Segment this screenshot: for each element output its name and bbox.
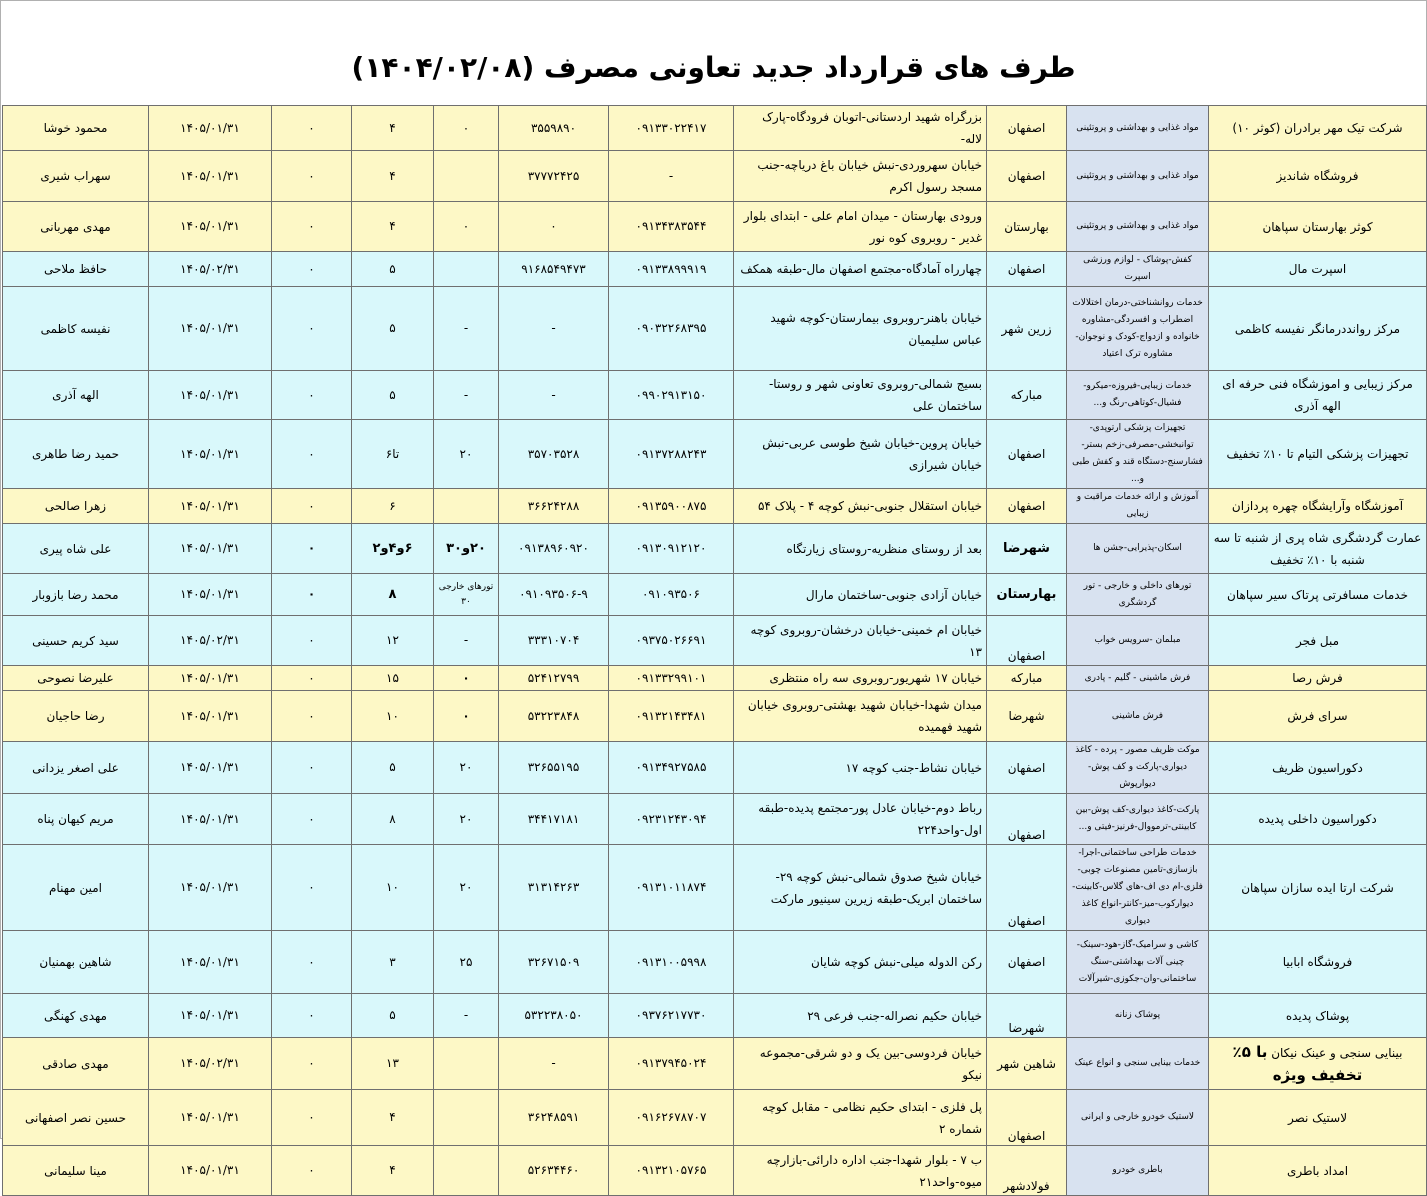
- expiry-cell: ۱۴۰۵/۰۱/۳۱: [149, 1090, 272, 1146]
- category-cell: خدمات طراحی ساختمانی-اجرا-بازسازی-تامین مصنوعات چوبی-فلزی-ام دی اف-های گلاس-کابینت-دیوارکوب-میز-کانتر-انواع کاغذ دیواری: [1067, 845, 1209, 931]
- table-row: [3, 794, 1427, 845]
- phone-cell: -: [499, 287, 609, 371]
- mobile-cell: ۰۹۱۳۰۹۱۲۱۲۰: [609, 524, 734, 574]
- expiry-cell: ۱۴۰۵/۰۱/۳۱: [149, 420, 272, 489]
- contact-cell: رضا حاجیان: [3, 691, 149, 742]
- installments-cell: ۴: [352, 202, 434, 252]
- contact-cell: مهدی مهربانی: [3, 202, 149, 252]
- discount-cell: ۰: [434, 666, 499, 691]
- category-cell: خدمات بینایی سنجی و انواع عینک: [1067, 1038, 1209, 1090]
- phone-cell: ۰۹۱۳۸۹۶۰۹۲۰: [499, 524, 609, 574]
- expiry-cell: ۱۴۰۵/۰۱/۳۱: [149, 574, 272, 616]
- expiry-cell: ۱۴۰۵/۰۱/۳۱: [149, 1146, 272, 1196]
- company-cell: شرکت تیک مهر برادران (کوثر ۱۰): [1209, 106, 1427, 151]
- table-row: [3, 994, 1427, 1038]
- discount-cell: -: [434, 287, 499, 371]
- installments-cell: ۱۵: [352, 666, 434, 691]
- prepay-cell: ۰: [272, 202, 352, 252]
- category-cell: مبلمان -سرویس خواب: [1067, 616, 1209, 666]
- installments-cell: ۴: [352, 1146, 434, 1196]
- category-cell: مواد غذایی و بهداشتی و پروتئینی: [1067, 202, 1209, 252]
- company-cell: شرکت ارتا ایده سازان سپاهان: [1209, 845, 1427, 931]
- company-cell: اسپرت مال: [1209, 252, 1427, 287]
- expiry-cell: ۱۴۰۵/۰۱/۳۱: [149, 742, 272, 794]
- phone-cell: ۵۳۲۲۳۸۰۵۰: [499, 994, 609, 1038]
- address-cell: رکن الدوله میلی-نبش کوچه شایان: [734, 931, 987, 994]
- table-row: [3, 202, 1427, 252]
- mobile-cell: ۰۹۱۳۵۹۰۰۸۷۵: [609, 489, 734, 524]
- category-cell: پارکت-کاغذ دیواری-کف پوش-بین کابینتی-ترمووال-فرنیز-فیتی و...: [1067, 794, 1209, 845]
- contact-cell: علیرضا نصوحی: [3, 666, 149, 691]
- city-cell: بهارستان: [987, 574, 1067, 616]
- prepay-cell: ۰: [272, 524, 352, 574]
- contact-cell: نفیسه کاظمی: [3, 287, 149, 371]
- phone-cell: ۳۱۳۱۴۲۶۳: [499, 845, 609, 931]
- company-cell: مرکز زیبایی و اموزشگاه فنی حرفه ای الهه آذری: [1209, 371, 1427, 420]
- mobile-cell: -: [609, 151, 734, 202]
- address-cell: خیابان آزادی جنوبی-ساختمان مارال: [734, 574, 987, 616]
- mobile-cell: ۰۹۰۳۲۲۶۸۳۹۵: [609, 287, 734, 371]
- discount-cell: ۲۰: [434, 742, 499, 794]
- discount-cell: ۰: [434, 691, 499, 742]
- installments-cell: ۸: [352, 794, 434, 845]
- expiry-cell: ۱۴۰۵/۰۱/۳۱: [149, 524, 272, 574]
- contact-cell: حافظ ملاحی: [3, 252, 149, 287]
- phone-cell: ۰۹۱۰۹۳۵۰۶-۹: [499, 574, 609, 616]
- expiry-cell: ۱۴۰۵/۰۱/۳۱: [149, 845, 272, 931]
- prepay-cell: ۰: [272, 1090, 352, 1146]
- company-cell: امداد باطری: [1209, 1146, 1427, 1196]
- prepay-cell: ۰: [272, 151, 352, 202]
- installments-cell: ۱۲: [352, 616, 434, 666]
- table-row: [3, 489, 1427, 524]
- prepay-cell: ۰: [272, 616, 352, 666]
- city-cell: اصفهان: [987, 1090, 1067, 1146]
- category-cell: فرش ماشینی - گلیم - پادری: [1067, 666, 1209, 691]
- contact-cell: علی شاه پیری: [3, 524, 149, 574]
- contact-cell: سید کریم حسینی: [3, 616, 149, 666]
- company-cell: سرای فرش: [1209, 691, 1427, 742]
- page-title: طرف های قرارداد جدید تعاونی مصرف (۱۴۰۴/۰۲/۰۸): [351, 51, 1076, 84]
- prepay-cell: ۰: [272, 287, 352, 371]
- discount-cell: [434, 1146, 499, 1196]
- phone-cell: ۵۳۲۲۳۸۴۸: [499, 691, 609, 742]
- prepay-cell: ۰: [272, 1146, 352, 1196]
- mobile-cell: ۰۹۳۷۵۰۲۶۶۹۱: [609, 616, 734, 666]
- city-cell: شهرضا: [987, 691, 1067, 742]
- installments-cell: ۶: [352, 489, 434, 524]
- phone-cell: ۳۶۲۴۸۵۹۱: [499, 1090, 609, 1146]
- table-row: [3, 931, 1427, 994]
- phone-cell: ۵۲۶۳۴۴۶۰: [499, 1146, 609, 1196]
- phone-cell: ۳۵۵۹۸۹۰: [499, 106, 609, 151]
- address-cell: خیابان فردوسی-بین یک و دو شرقی-مجموعه نیکو: [734, 1038, 987, 1090]
- prepay-cell: ۰: [272, 794, 352, 845]
- city-cell: مبارکه: [987, 371, 1067, 420]
- contact-cell: مینا سلیمانی: [3, 1146, 149, 1196]
- discount-cell: ۰: [434, 202, 499, 252]
- category-cell: باطری خودرو: [1067, 1146, 1209, 1196]
- company-cell: دکوراسیون ظریف: [1209, 742, 1427, 794]
- expiry-cell: ۱۴۰۵/۰۱/۳۱: [149, 994, 272, 1038]
- contact-cell: حمید رضا طاهری: [3, 420, 149, 489]
- table-row: [3, 616, 1427, 666]
- mobile-cell: ۰۹۱۳۴۹۲۷۵۸۵: [609, 742, 734, 794]
- table-row: [3, 252, 1427, 287]
- phone-cell: ۹۱۶۸۵۴۹۴۷۳: [499, 252, 609, 287]
- company-cell: فرش رصا: [1209, 666, 1427, 691]
- discount-cell: تورهای خارجی ۳۰: [434, 574, 499, 616]
- company-cell: [1209, 1038, 1427, 1090]
- prepay-cell: ۰: [272, 574, 352, 616]
- discount-cell: ۲۰: [434, 794, 499, 845]
- category-cell: خدمات زیبایی-فیروزه-میکرو-فشیال-کوتاهی-رنگ و...: [1067, 371, 1209, 420]
- prepay-cell: ۰: [272, 420, 352, 489]
- company-cell: تجهیزات پزشکی التیام تا ۱۰٪ تخفیف: [1209, 420, 1427, 489]
- discount-cell: ۲۰: [434, 420, 499, 489]
- city-cell: بهارستان: [987, 202, 1067, 252]
- category-cell: لاستیک خودرو خارجی و ایرانی: [1067, 1090, 1209, 1146]
- table-row: [3, 287, 1427, 371]
- company-name: بینایی سنجی و عینک نیکان: [1271, 1045, 1403, 1060]
- contact-cell: محمود خوشا: [3, 106, 149, 151]
- category-cell: اسکان-پذیرایی-جشن ها: [1067, 524, 1209, 574]
- phone-cell: ۰: [499, 202, 609, 252]
- table-row: [3, 151, 1427, 202]
- table-row: [3, 742, 1427, 794]
- city-cell: اصفهان: [987, 420, 1067, 489]
- prepay-cell: ۰: [272, 742, 352, 794]
- expiry-cell: ۱۴۰۵/۰۲/۳۱: [149, 252, 272, 287]
- address-cell: خیابان شیخ صدوق شمالی-نبش کوچه ۲۹-ساختمان ابریک-طبقه زیرین سینیور مارکت: [734, 845, 987, 931]
- mobile-cell: ۰۹۱۰۹۳۵۰۶: [609, 574, 734, 616]
- table-row: [3, 420, 1427, 489]
- address-cell: چهارراه آمادگاه-مجتمع اصفهان مال-طبقه همکف: [734, 252, 987, 287]
- installments-cell: ۴: [352, 1090, 434, 1146]
- mobile-cell: ۰۹۱۶۲۶۷۸۷۰۷: [609, 1090, 734, 1146]
- phone-cell: ۳۴۴۱۷۱۸۱: [499, 794, 609, 845]
- phone-cell: ۳۲۶۵۵۱۹۵: [499, 742, 609, 794]
- city-cell: اصفهان: [987, 931, 1067, 994]
- address-cell: خیابان ۱۷ شهریور-روبروی سه راه منتظری: [734, 666, 987, 691]
- mobile-cell: ۰۹۱۳۷۲۸۸۲۴۳: [609, 420, 734, 489]
- company-cell: آموزشگاه وآرایشگاه چهره پردازان: [1209, 489, 1427, 524]
- expiry-cell: ۱۴۰۵/۰۱/۳۱: [149, 931, 272, 994]
- address-cell: خیابان حکیم نصراله-جنب فرعی ۲۹: [734, 994, 987, 1038]
- category-cell: خدمات روانشناختی-درمان اختلالات اضطراب و افسردگی-مشاوره خانواده و ازدواج-کودک و نوجوان-مشاوره ترک اعتیاد: [1067, 287, 1209, 371]
- address-cell: خیابان استقلال جنوبی-نبش کوچه ۴ - پلاک ۵۴: [734, 489, 987, 524]
- installments-cell: ۳: [352, 931, 434, 994]
- address-cell: بزرگراه شهید اردستانی-اتوبان فرودگاه-پارک لاله-: [734, 106, 987, 151]
- table-row: [3, 574, 1427, 616]
- contact-cell: الهه آذری: [3, 371, 149, 420]
- prepay-cell: ۰: [272, 1038, 352, 1090]
- discount-cell: -: [434, 994, 499, 1038]
- installments-cell: ۴: [352, 106, 434, 151]
- discount-cell: [434, 489, 499, 524]
- expiry-cell: ۱۴۰۵/۰۱/۳۱: [149, 202, 272, 252]
- mobile-cell: ۰۹۱۳۴۳۸۳۵۴۴: [609, 202, 734, 252]
- expiry-cell: ۱۴۰۵/۰۱/۳۱: [149, 794, 272, 845]
- installments-cell: ۱۳: [352, 1038, 434, 1090]
- expiry-cell: ۱۴۰۵/۰۱/۳۱: [149, 666, 272, 691]
- installments-cell: ۵: [352, 994, 434, 1038]
- contact-cell: مهدی صادقی: [3, 1038, 149, 1090]
- table-row: [3, 524, 1427, 574]
- expiry-cell: ۱۴۰۵/۰۱/۳۱: [149, 371, 272, 420]
- expiry-cell: ۱۴۰۵/۰۲/۳۱: [149, 1038, 272, 1090]
- category-cell: موکت ظریف مصور - پرده - کاغذ دیواری-پارکت و کف پوش-دیوارپوش: [1067, 742, 1209, 794]
- company-cell: مرکز روانددرمانگر نفیسه کاظمی: [1209, 287, 1427, 371]
- contact-cell: سهراب شیری: [3, 151, 149, 202]
- address-cell: بسیج شمالی-روبروی تعاونی شهر و روستا-ساختمان علی: [734, 371, 987, 420]
- company-cell: خدمات مسافرتی پرتاک سیر سپاهان: [1209, 574, 1427, 616]
- address-cell: ب ۷ - بلوار شهدا-جنب اداره دارائی-بازارچه میوه-واحد۲۱: [734, 1146, 987, 1196]
- company-cell: پوشاک پدیده: [1209, 994, 1427, 1038]
- expiry-cell: ۱۴۰۵/۰۱/۳۱: [149, 151, 272, 202]
- table-row: [3, 1090, 1427, 1146]
- city-cell: فولادشهر: [987, 1146, 1067, 1196]
- category-cell: آموزش و ارائه خدمات مراقبت و زیبایی: [1067, 489, 1209, 524]
- prepay-cell: ۰: [272, 252, 352, 287]
- installments-cell: ۶و۴و۲: [352, 524, 434, 574]
- phone-cell: ۳۳۳۱۰۷۰۴: [499, 616, 609, 666]
- address-cell: بعد از روستای منظریه-روستای زیارتگاه: [734, 524, 987, 574]
- table-row: [3, 845, 1427, 931]
- special-discount-label: با ۵٪ تخفیف ویژه: [1232, 1042, 1363, 1084]
- phone-cell: ۳۲۶۷۱۵۰۹: [499, 931, 609, 994]
- table-row: [3, 371, 1427, 420]
- prepay-cell: ۰: [272, 666, 352, 691]
- installments-cell: ۵: [352, 252, 434, 287]
- installments-cell: ۱۰: [352, 691, 434, 742]
- company-cell: عمارت گردشگری شاه پری از شنبه تا سه شنبه با ۱۰٪ تخفیف: [1209, 524, 1427, 574]
- city-cell: مبارکه: [987, 666, 1067, 691]
- category-cell: کاشی و سرامیک-گاز-هود-سینک-چینی آلات بهداشتی-سنگ ساختمانی-وان-جکوزی-شیرآلات: [1067, 931, 1209, 994]
- city-cell: زرین شهر: [987, 287, 1067, 371]
- discount-cell: [434, 151, 499, 202]
- company-cell: مبل فجر: [1209, 616, 1427, 666]
- mobile-cell: ۰۹۱۳۲۱۰۵۷۶۵: [609, 1146, 734, 1196]
- prepay-cell: ۰: [272, 489, 352, 524]
- mobile-cell: ۰۹۱۳۲۱۴۳۴۸۱: [609, 691, 734, 742]
- category-cell: فرش ماشینی: [1067, 691, 1209, 742]
- contact-cell: شاهین بهمنیان: [3, 931, 149, 994]
- category-cell: پوشاک زنانه: [1067, 994, 1209, 1038]
- mobile-cell: ۰۹۱۳۳۲۹۹۱۰۱: [609, 666, 734, 691]
- city-cell: اصفهان: [987, 252, 1067, 287]
- city-cell: اصفهان: [987, 489, 1067, 524]
- prepay-cell: ۰: [272, 691, 352, 742]
- category-cell: مواد غذایی و بهداشتی و پروتئینی: [1067, 106, 1209, 151]
- category-cell: کفش-پوشاک - لوازم ورزشی اسپرت: [1067, 252, 1209, 287]
- table-row: [3, 666, 1427, 691]
- prepay-cell: ۰: [272, 845, 352, 931]
- city-cell: اصفهان: [987, 151, 1067, 202]
- contact-cell: حسین نصر اصفهانی: [3, 1090, 149, 1146]
- discount-cell: [434, 252, 499, 287]
- address-cell: رباط دوم-خیابان عادل پور-مجتمع پدیده-طبقه اول-واحد۲۲۴: [734, 794, 987, 845]
- city-cell: شهرضا: [987, 524, 1067, 574]
- contracts-table: [2, 105, 1427, 1196]
- installments-cell: ۸: [352, 574, 434, 616]
- contact-cell: مهدی کهنگی: [3, 994, 149, 1038]
- city-cell: اصفهان: [987, 742, 1067, 794]
- mobile-cell: ۰۹۱۳۳۸۹۹۹۱۹: [609, 252, 734, 287]
- mobile-cell: ۰۹۲۳۱۲۴۳۰۹۴: [609, 794, 734, 845]
- city-cell: اصفهان: [987, 794, 1067, 845]
- company-cell: لاستیک نصر: [1209, 1090, 1427, 1146]
- installments-cell: ۵: [352, 742, 434, 794]
- category-cell: تجهیزات پزشکی ارتوپدی-توانبخشی-مصرفی-زخم بستر-فشارسنج-دستگاه قند و کفش طبی و...: [1067, 420, 1209, 489]
- discount-cell: ۲۰و۳۰: [434, 524, 499, 574]
- mobile-cell: ۰۹۱۳۱۰۰۵۹۹۸: [609, 931, 734, 994]
- contact-cell: محمد رضا بازوبار: [3, 574, 149, 616]
- installments-cell: ۵: [352, 287, 434, 371]
- expiry-cell: ۱۴۰۵/۰۱/۳۱: [149, 489, 272, 524]
- table-row: [3, 106, 1427, 151]
- mobile-cell: ۰۹۹۰۲۹۱۳۱۵۰: [609, 371, 734, 420]
- expiry-cell: ۱۴۰۵/۰۱/۳۱: [149, 106, 272, 151]
- discount-cell: [434, 1038, 499, 1090]
- phone-cell: ۳۷۷۷۲۴۲۵: [499, 151, 609, 202]
- company-cell: فروشگاه ابابیا: [1209, 931, 1427, 994]
- address-cell: خیابان ام خمینی-خیابان درخشان-روبروی کوچه ۱۳: [734, 616, 987, 666]
- discount-cell: [434, 1090, 499, 1146]
- installments-cell: ۱۰: [352, 845, 434, 931]
- address-cell: پل فلزی - ابتدای حکیم نظامی - مقابل کوچه شماره ۲: [734, 1090, 987, 1146]
- table-row: [3, 1038, 1427, 1090]
- phone-cell: ۳۶۶۲۴۲۸۸: [499, 489, 609, 524]
- prepay-cell: ۰: [272, 994, 352, 1038]
- installments-cell: تا۶: [352, 420, 434, 489]
- discount-cell: -: [434, 371, 499, 420]
- address-cell: خیابان پروین-خیابان شیخ طوسی عربی-نبش خیابان شیرازی: [734, 420, 987, 489]
- table-row: [3, 1146, 1427, 1196]
- prepay-cell: ۰: [272, 371, 352, 420]
- address-cell: ورودی بهارستان - میدان امام علی - ابتدای بلوار غدیر - روبروی کوه نور: [734, 202, 987, 252]
- mobile-cell: ۰۹۱۳۳۰۲۲۴۱۷: [609, 106, 734, 151]
- address-cell: میدان شهدا-خیابان شهید بهشتی-روبروی خیابان شهید فهمیده: [734, 691, 987, 742]
- address-cell: خیابان باهنر-روبروی بیمارستان-کوچه شهید عباس سلیمیان: [734, 287, 987, 371]
- city-cell: اصفهان: [987, 616, 1067, 666]
- discount-cell: -: [434, 616, 499, 666]
- address-cell: خیابان سهروردی-نبش خیابان باغ دریاچه-جنب مسجد رسول اکرم: [734, 151, 987, 202]
- expiry-cell: ۱۴۰۵/۰۱/۳۱: [149, 287, 272, 371]
- installments-cell: ۴: [352, 151, 434, 202]
- category-cell: مواد غذایی و بهداشتی و پروتئینی: [1067, 151, 1209, 202]
- contact-cell: امین مهنام: [3, 845, 149, 931]
- city-cell: اصفهان: [987, 106, 1067, 151]
- phone-cell: -: [499, 371, 609, 420]
- address-cell: خیابان نشاط-جنب کوچه ۱۷: [734, 742, 987, 794]
- contact-cell: زهرا صالحی: [3, 489, 149, 524]
- discount-cell: ۰: [434, 106, 499, 151]
- category-cell: تورهای داخلی و خارجی - تور گردشگری: [1067, 574, 1209, 616]
- mobile-cell: ۰۹۱۳۱۰۱۱۸۷۴: [609, 845, 734, 931]
- company-cell: کوثر بهارستان سپاهان: [1209, 202, 1427, 252]
- discount-cell: ۲۵: [434, 931, 499, 994]
- installments-cell: ۵: [352, 371, 434, 420]
- city-cell: شاهین شهر: [987, 1038, 1067, 1090]
- discount-cell: ۲۰: [434, 845, 499, 931]
- phone-cell: ۵۲۴۱۲۷۹۹: [499, 666, 609, 691]
- expiry-cell: ۱۴۰۵/۰۱/۳۱: [149, 691, 272, 742]
- phone-cell: -: [499, 1038, 609, 1090]
- phone-cell: ۳۵۷۰۳۵۲۸: [499, 420, 609, 489]
- city-cell: شهرضا: [987, 994, 1067, 1038]
- table-row: [3, 691, 1427, 742]
- contact-cell: مریم کیهان پناه: [3, 794, 149, 845]
- company-cell: دکوراسیون داخلی پدیده: [1209, 794, 1427, 845]
- prepay-cell: ۰: [272, 106, 352, 151]
- company-cell: فروشگاه شاندیز: [1209, 151, 1427, 202]
- contact-cell: علی اصغر یزدانی: [3, 742, 149, 794]
- city-cell: اصفهان: [987, 845, 1067, 931]
- mobile-cell: ۰۹۱۳۷۹۴۵۰۲۴: [609, 1038, 734, 1090]
- mobile-cell: ۰۹۳۷۶۲۱۷۷۳۰: [609, 994, 734, 1038]
- prepay-cell: ۰: [272, 931, 352, 994]
- expiry-cell: ۱۴۰۵/۰۲/۳۱: [149, 616, 272, 666]
